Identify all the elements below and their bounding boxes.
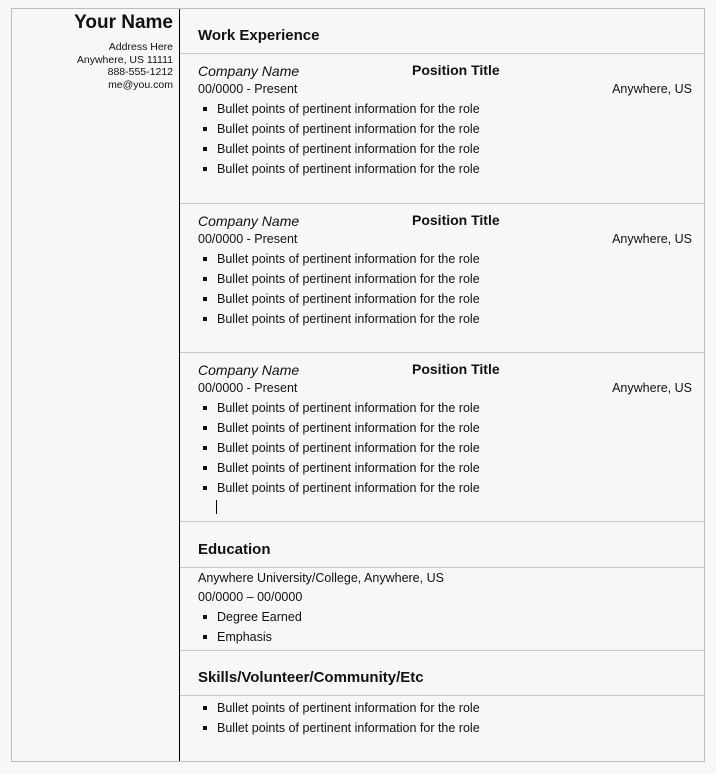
job-bullets: [198, 249, 698, 329]
skills-entry: [180, 696, 704, 738]
resume-page[interactable]: [11, 8, 705, 762]
education-dates[interactable]: 00/0000 – 00/0000: [198, 590, 303, 604]
bullet-item[interactable]: Bullet points of pertinent information for the role: [198, 458, 698, 478]
education-bullets: [180, 607, 704, 647]
city-line[interactable]: Anywhere, US 11111: [76, 53, 173, 66]
job-entry: [180, 54, 704, 203]
bullet-item[interactable]: Bullet points of pertinent information for the role: [198, 718, 704, 738]
bullet-item[interactable]: Degree Earned: [198, 607, 704, 627]
work-experience-heading[interactable]: Work Experience: [180, 9, 704, 54]
resume-name[interactable]: Your Name: [74, 12, 173, 33]
job-dates[interactable]: 00/0000 - Present: [198, 232, 298, 246]
bullet-item[interactable]: Bullet points of pertinent information for the role: [198, 139, 698, 159]
position-title[interactable]: Position Title: [412, 62, 500, 78]
education-entry: [180, 568, 704, 650]
position-title[interactable]: Position Title: [412, 361, 500, 377]
bullet-item[interactable]: Bullet points of pertinent information for the role: [198, 309, 698, 329]
job-entry: [180, 204, 704, 352]
main-column: [180, 9, 704, 738]
email-line[interactable]: me@you.com: [108, 78, 173, 91]
job-bullets: [198, 398, 698, 498]
skills-heading[interactable]: Skills/Volunteer/Community/Etc: [180, 651, 704, 696]
position-title[interactable]: Position Title: [412, 212, 500, 228]
job-location[interactable]: Anywhere, US: [612, 232, 692, 246]
text-cursor: [216, 500, 217, 514]
company-name[interactable]: Company Name: [198, 63, 300, 79]
bullet-item[interactable]: Bullet points of pertinent information for the role: [198, 99, 698, 119]
company-name[interactable]: Company Name: [198, 362, 300, 378]
job-location[interactable]: Anywhere, US: [612, 82, 692, 96]
job-location[interactable]: Anywhere, US: [612, 381, 692, 395]
address-line[interactable]: Address Here: [108, 41, 173, 53]
bullet-item[interactable]: Bullet points of pertinent information for the role: [198, 289, 698, 309]
school-line[interactable]: Anywhere University/College, Anywhere, US: [198, 571, 444, 585]
bullet-item[interactable]: Bullet points of pertinent information for the role: [198, 398, 698, 418]
bullet-item[interactable]: Bullet points of pertinent information for the role: [198, 438, 698, 458]
job-dates[interactable]: 00/0000 - Present: [198, 381, 298, 395]
bullet-item[interactable]: Emphasis: [198, 627, 704, 647]
phone-line[interactable]: 888-555-1212: [107, 66, 173, 78]
skills-bullets: [180, 698, 704, 738]
contact-sidebar: [12, 9, 180, 761]
bullet-item[interactable]: Bullet points of pertinent information for the role: [198, 159, 698, 179]
company-name[interactable]: Company Name: [198, 213, 300, 229]
bullet-item[interactable]: Bullet points of pertinent information for the role: [198, 269, 698, 289]
job-bullets: [198, 99, 698, 179]
education-heading[interactable]: Education: [180, 522, 704, 568]
job-dates[interactable]: 00/0000 - Present: [198, 82, 298, 96]
bullet-item[interactable]: Bullet points of pertinent information for the role: [198, 698, 704, 718]
bullet-item[interactable]: Bullet points of pertinent information for the role: [198, 478, 698, 498]
bullet-item[interactable]: Bullet points of pertinent information for the role: [198, 249, 698, 269]
job-entry: [180, 353, 704, 521]
bullet-item[interactable]: Bullet points of pertinent information for the role: [198, 119, 698, 139]
bullet-item[interactable]: Bullet points of pertinent information for the role: [198, 418, 698, 438]
